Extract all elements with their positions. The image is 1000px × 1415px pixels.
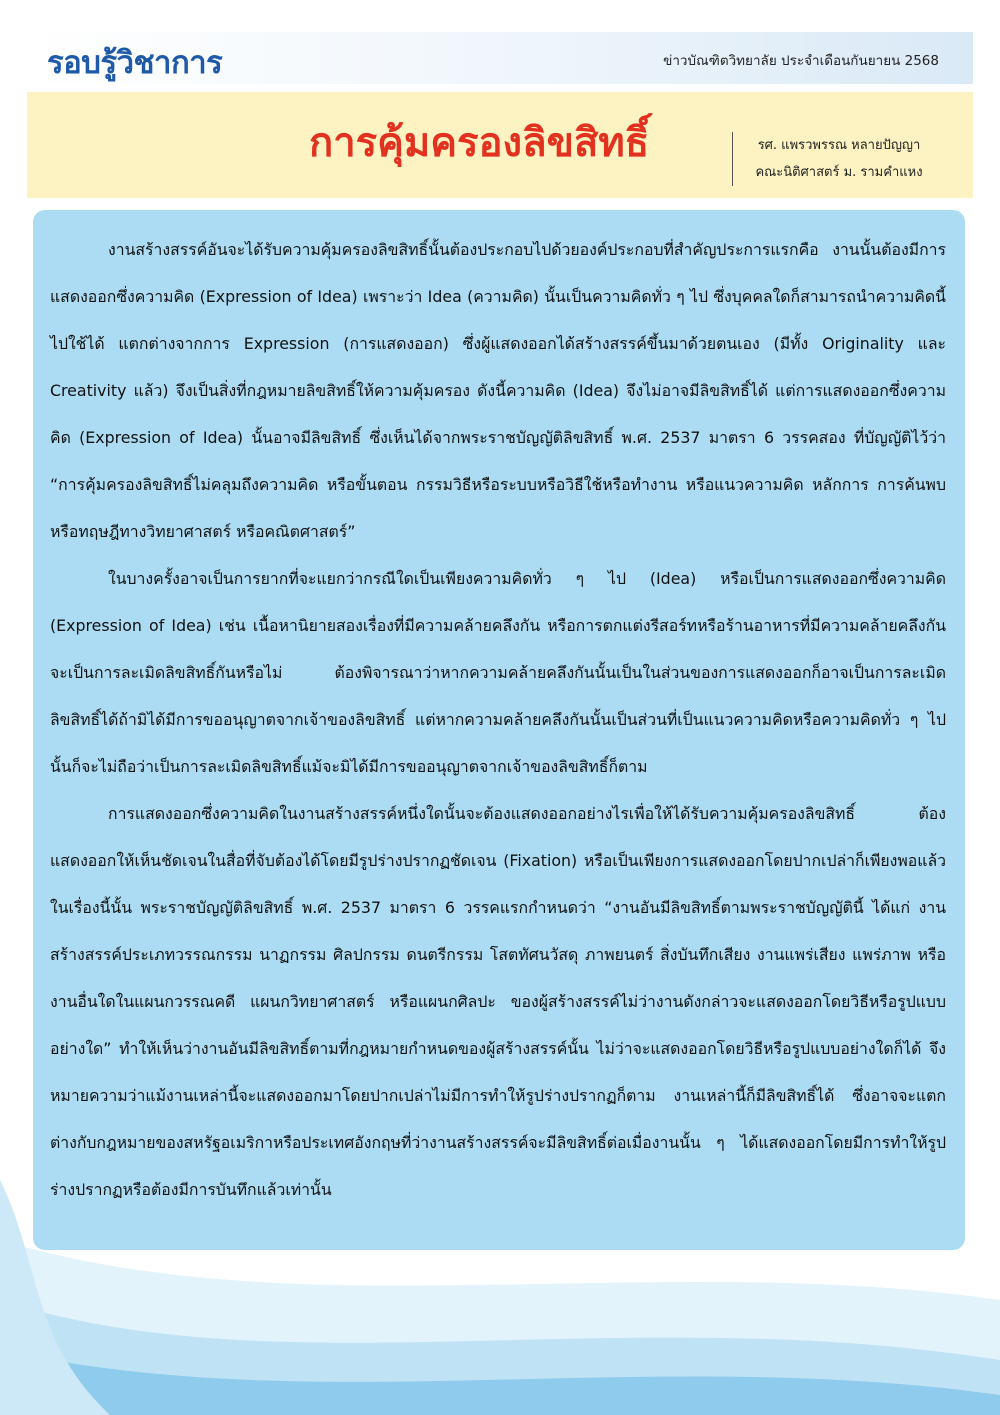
issue-label: ข่าวบัณฑิตวิทยาลัย ประจำเดือนกันยายน 2568 (663, 53, 939, 69)
section-name: รอบรู้วิชาการ (47, 45, 223, 81)
author-name: รศ. แพรวพรรณ หลายปัญญา (757, 138, 921, 153)
title-band (27, 92, 973, 198)
article-body (50, 226, 946, 1213)
article-body-box (33, 210, 965, 1250)
article-title: การคุ้มครองลิขสิทธิ์ (309, 120, 650, 166)
paragraph-2: ในบางครั้งอาจเป็นการยากที่จะแยกว่ากรณีใดเป็นเพียงความคิดทั่ว ๆ ไป (Idea) หรือเป็นการแสดงออกซึ่งความคิด (Expression of Idea) เช่น เนื้อหานิยายสองเรื่องที่มีความคล้ายคลึงกัน หรือการตกแต่งรีสอร์ทหรือร้านอาหารที่มีความคล้ายคลึงกัน จะเป็นการละเมิดลิขสิทธิ์กันหรือไม่ ต้องพิจารณาว่าหากความคล้ายคลึงกันนั้นเป็นในส่วนของการแสดงออกก็อาจเป็นการละเมิดลิขสิทธิ์ได้ถ้ามิได้มีการขออนุญาตจากเจ้าของลิขสิทธิ์ แต่หากความคล้ายคลึงกันนั้นเป็นส่วนที่เป็นแนวความคิดหรือความคิดทั่ว ๆ ไปนั้นก็จะไม่ถือว่าเป็นการละเมิดลิขสิทธิ์แม้จะมิได้มีการขออนุญาตจากเจ้าของลิขสิทธิ์ก็ตาม (50, 569, 946, 776)
byline (732, 132, 945, 186)
paragraph-1: งานสร้างสรรค์อันจะได้รับความคุ้มครองลิขสิทธิ์นั้นต้องประกอบไปด้วยองค์ประกอบที่สำคัญประการแรกคือ งานนั้นต้องมีการแสดงออกซึ่งความคิด (Expression of Idea) เพราะว่า Idea (ความคิด) นั้นเป็นความคิดทั่ว ๆ ไป ซึ่งบุคคลใดก็สามารถนำความคิดนี้ไปใช้ได้ แตกต่างจากการ Expression (การแสดงออก) ซึ่งผู้แสดงออกได้สร้างสรรค์ขึ้นมาด้วยตนเอง (มีทั้ง Originality และ Creativity แล้ว) จึงเป็นสิ่งที่กฎหมายลิขสิทธิ์ให้ความคุ้มครอง ดังนี้ความคิด (Idea) จึงไม่อาจมีลิขสิทธิ์ได้ แต่การแสดงออกซึ่งความคิด (Expression of Idea) นั้นอาจมีลิขสิทธิ์ ซึ่งเห็นได้จากพระราชบัญญัติลิขสิทธิ์ พ.ศ. 2537 มาตรา 6 วรรคสอง ที่บัญญัติไว้ว่า “การคุ้มครองลิขสิทธิ์ไม่คลุมถึงความคิด หรือขั้นตอน กรรมวิธีหรือระบบหรือวิธีใช้หรือทำงาน หรือแนวความคิด หลักการ การค้นพบ หรือทฤษฎีทางวิทยาศาสตร์ หรือคณิตศาสตร์” (50, 240, 946, 541)
header-bar (27, 32, 973, 84)
author-affiliation: คณะนิติศาสตร์ ม. รามคำแหง (755, 165, 923, 180)
paragraph-3: การแสดงออกซึ่งความคิดในงานสร้างสรรค์หนึ่งใดนั้นจะต้องแสดงออกอย่างไรเพื่อให้ได้รับความคุ้มครองลิขสิทธิ์ ต้องแสดงออกให้เห็นชัดเจนในสื่อที่จับต้องได้โดยมีรูปร่างปรากฏชัดเจน (Fixation) หรือเป็นเพียงการแสดงออกโดยปากเปล่าก็เพียงพอแล้ว ในเรื่องนี้นั้น พระราชบัญญัติลิขสิทธิ์ พ.ศ. 2537 มาตรา 6 วรรคแรกกำหนดว่า “งานอันมีลิขสิทธิ์ตามพระราชบัญญัตินี้ ได้แก่ งานสร้างสรรค์ประเภทวรรณกรรม นาฏกรรม ศิลปกรรม ดนตรีกรรม โสตทัศนวัสดุ ภาพยนตร์ สิ่งบันทึกเสียง งานแพร่เสียง แพร่ภาพ หรืองานอื่นใดในแผนกวรรณคดี แผนกวิทยาศาสตร์ หรือแผนกศิลปะ ของผู้สร้างสรรค์ไม่ว่างานดังกล่าวจะแสดงออกโดยวิธีหรือรูปแบบอย่างใด” ทำให้เห็นว่างานอันมีลิขสิทธิ์ตามที่กฎหมายกำหนดของผู้สร้างสรรค์นั้น ไม่ว่าจะแสดงออกโดยวิธีหรือรูปแบบอย่างใดก็ได้ จึงหมายความว่าแม้งานเหล่านี้จะแสดงออกมาโดยปากเปล่าไม่มีการทำให้รูปร่างปรากฏก็ตาม งานเหล่านี้ก็มีลิขสิทธิ์ได้ ซึ่งอาจจะแตกต่างกับกฎหมายของสหรัฐอเมริกาหรือประเทศอังกฤษที่ว่างานสร้างสรรค์จะมีลิขสิทธิ์ต่อเมื่องานนั้น ๆ ได้แสดงออกโดยมีการทำให้รูปร่างปรากฏหรือต้องมีการบันทึกแล้วเท่านั้น (50, 804, 946, 1199)
